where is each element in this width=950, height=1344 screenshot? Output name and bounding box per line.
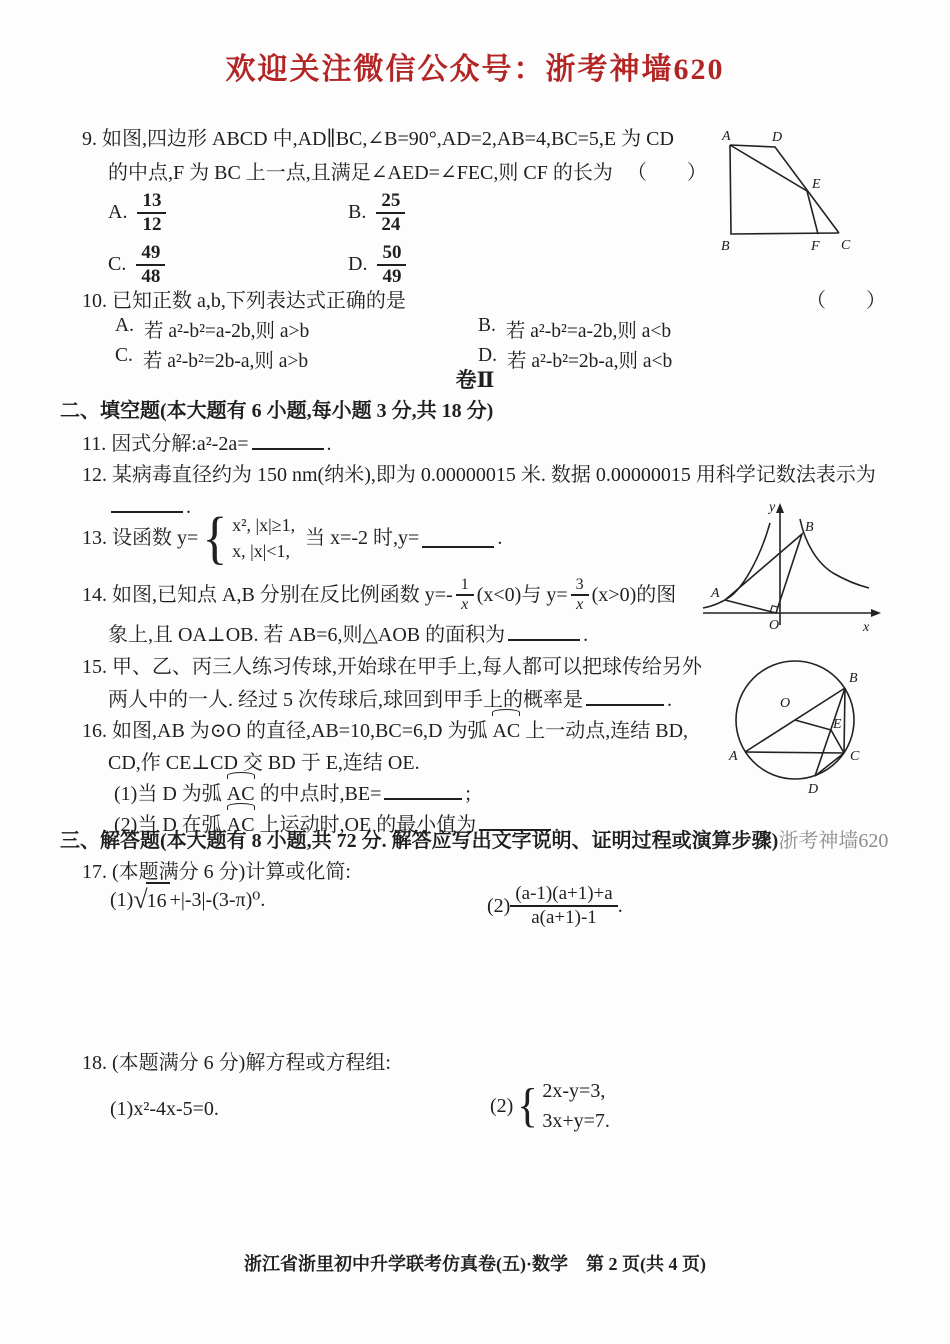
question-17-stem: 17. (本题满分 6 分)计算或化简:: [82, 861, 351, 883]
fraction: $\frac{25}{24}$: [376, 190, 405, 236]
q9-line2: 的中点,F 为 BC 上一点,且满足∠AED=∠FEC,则 CF 的长为 （ ）: [108, 162, 707, 184]
question-12-line1: 12. 某病毒直径约为 150 nm(纳米),即为 0.00000015 米. 数据 0.00000015 用科学记数法表示为: [82, 464, 876, 486]
sides-AD-DC: [730, 145, 839, 233]
arc-AC-notation: AC: [227, 777, 255, 811]
arc-AC-notation: AC: [492, 714, 520, 748]
q9-option-a: A. $\frac{13}{12}$: [108, 190, 166, 236]
q10-option-d: D. 若 a²-b²=2b-a,则 a<b: [478, 345, 673, 372]
fraction: $\frac{13}{12}$: [137, 190, 166, 236]
center-label-O: O: [780, 696, 791, 711]
piecewise-cases: x², |x|≥1, x, |x|<1,: [232, 515, 296, 561]
q9-trapezoid-diagram: [700, 116, 895, 256]
system-brace: {: [517, 1078, 539, 1132]
promo-header: 欢迎关注微信公众号：浙考神墙620: [225, 53, 725, 86]
answer-blank-q11: [252, 431, 324, 450]
sides-AB-BC: [730, 145, 839, 234]
question-18-part2: (2) { 2x-y=3, 3x+y=7.: [490, 1074, 610, 1138]
answer-blank-q13: [422, 529, 494, 548]
point-label-A: A: [711, 586, 720, 601]
point-label-E: E: [833, 717, 842, 732]
q9-option-c: C. $\frac{49}{48}$: [108, 242, 165, 288]
x-axis-arrow: [871, 609, 881, 617]
question-18-stem: 18. (本题满分 6 分)解方程或方程组:: [82, 1052, 391, 1074]
q10-option-a: A. 若 a²-b²=a-2b,则 a>b: [115, 315, 310, 342]
q16-circle-diagram: [703, 650, 908, 815]
equation-system: 2x-y=3, 3x+y=7.: [542, 1080, 610, 1132]
question-14-line1: 14. 如图,已知点 A,B 分别在反比例函数 y=- $\frac{1}{x}$ (x<0)与 y= $\frac{3}{x}$ (x>0)的图: [82, 576, 677, 613]
arc-AC-notation: AC: [227, 808, 255, 842]
watermark-text: 浙考神墙620: [778, 830, 889, 852]
question-10: 10. 已知正数 a,b,下列表达式正确的是: [82, 290, 406, 312]
question-15-line2: 两人中的一人. 经过 5 次传球后,球回到甲手上的概率是 .: [108, 689, 672, 711]
chord-BD: [815, 688, 845, 776]
q9-line1: 9. 如图,四边形 ABCD 中,AD∥BC,∠B=90°,AD=2,AB=4,BC=5,E 为 CD: [82, 128, 674, 150]
q10-option-c: C. 若 a²-b²=2b-a,则 a>b: [115, 345, 309, 372]
question-14-line2: 象上,且 OA⊥OB. 若 AB=6,则△AOB 的面积为 .: [108, 624, 589, 646]
axis-label-x: x: [863, 620, 870, 635]
page-footer: 浙江省浙里初中升学联考仿真卷(五)·数学 第 2 页(共 4 页): [244, 1254, 706, 1274]
question-16-part1: (1)当 D 为弧 AC 的中点时,BE= ;: [114, 777, 471, 811]
question-17-part1: (1) √ 16 +|-3|-(3-π)⁰.: [110, 882, 265, 918]
axis-label-y: y: [769, 500, 776, 515]
point-label-B: B: [849, 671, 858, 686]
question-11: 11. 因式分解:a²-2a= .: [82, 433, 332, 455]
fraction: $\frac{50}{49}$: [377, 242, 406, 288]
chord-AC: [745, 752, 844, 753]
answer-blank-q16-1: [384, 781, 462, 800]
vertex-label-D: D: [772, 130, 783, 145]
q9-option-b: B. $\frac{25}{24}$: [348, 190, 405, 236]
chord-BC: [844, 688, 845, 753]
question-9: [82, 122, 707, 190]
vertex-label-C: C: [841, 238, 851, 253]
vertex-label-F: F: [811, 239, 820, 254]
radical-sign: √: [133, 885, 148, 914]
question-16-part2: (2)当 D 在弧 AC 上运动时,OE 的最小值为 .: [114, 808, 559, 842]
fraction: $\frac{(a-1)(a+1)+a}{a(a+1)-1}$: [510, 883, 617, 929]
answer-blank-q14: [508, 622, 580, 641]
origin-label-O: O: [769, 618, 780, 633]
question-13: 13. 设函数 y= { x², |x|≥1, x, |x|<1, 当 x=-2 时,y= .: [82, 505, 503, 571]
question-18-part1: (1)x²-4x-5=0.: [110, 1098, 219, 1120]
point-label-D: D: [808, 782, 819, 797]
question-17-part2: (2) $\frac{(a-1)(a+1)+a}{a(a+1)-1}$ .: [487, 883, 623, 928]
segment-CE: [831, 730, 844, 753]
fraction-1-over-x: $\frac{1}{x}$: [456, 576, 474, 613]
point-label-A: A: [729, 749, 738, 764]
fraction-3-over-x: $\frac{3}{x}$: [571, 576, 589, 613]
point-label-B: B: [805, 520, 814, 535]
fraction: $\frac{49}{48}$: [136, 242, 165, 288]
vertex-label-E: E: [812, 177, 821, 192]
y-axis-arrow: [776, 503, 784, 513]
question-12-line2: .: [108, 490, 191, 524]
question-16-line2: CD,作 CE⊥CD 交 BD 于 E,连结 OE.: [108, 752, 420, 774]
segments-AE-EF: [730, 145, 818, 234]
q10-answer-paren: （ ）: [806, 290, 886, 312]
vertex-label-B: B: [721, 239, 730, 254]
q10-option-b: B. 若 a²-b²=a-2b,则 a<b: [478, 315, 672, 342]
q9-option-d: D. $\frac{50}{49}$: [348, 242, 406, 288]
question-15-line1: 15. 甲、乙、丙三人练习传球,开始球在甲手上,每人都可以把球传给另外: [82, 656, 702, 678]
question-16-line1: 16. 如图,AB 为⊙O 的直径,AB=10,BC=6,D 为弧 AC 上一动点,连结 BD,: [82, 714, 688, 748]
radicand: 16: [146, 882, 170, 918]
answer-blank-q15: [586, 687, 664, 706]
cases-brace: {: [202, 505, 228, 571]
point-label-C: C: [850, 749, 860, 764]
triangle-AOB: [725, 534, 802, 613]
segment-OE: [795, 720, 831, 730]
q14-hyperbola-diagram: [693, 497, 898, 645]
volume-2-heading: 卷Ⅱ: [455, 368, 495, 392]
answer-paren: （ ）: [626, 162, 707, 184]
section-3-heading: 三、解答题(本大题有 8 小题,共 72 分. 解答应写出文字说明、证明过程或演算步骤)浙考神墙620: [60, 830, 889, 852]
vertex-label-A: A: [722, 129, 731, 144]
section-2-heading: 二、填空题(本大题有 6 小题,每小题 3 分,共 18 分): [60, 400, 494, 422]
